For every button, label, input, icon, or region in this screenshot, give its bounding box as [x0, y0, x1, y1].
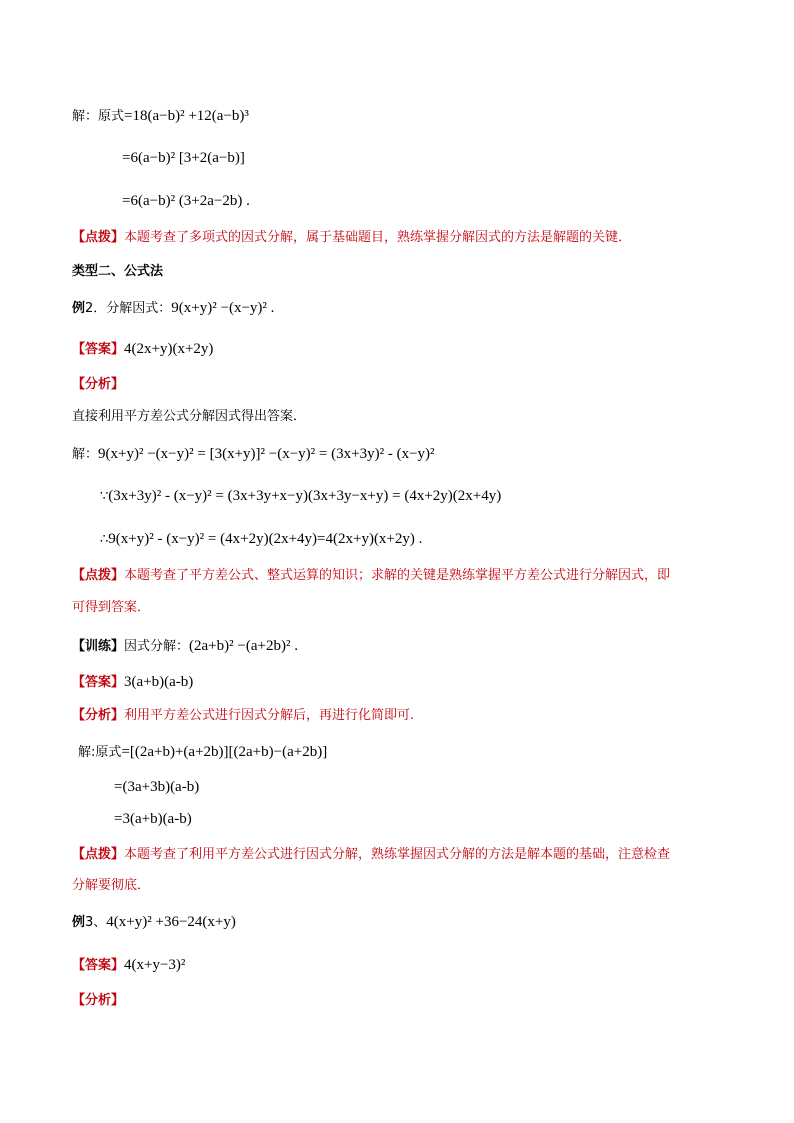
training-analysis-text: 利用平方差公式进行因式分解后，再进行化简即可.: [124, 708, 415, 723]
example-2-dianbo-text-cont: 可得到答案．: [72, 600, 151, 615]
because-symbol: ∵: [100, 489, 109, 504]
therefore-symbol: ∴: [100, 532, 109, 547]
training-question: [72, 636, 298, 657]
training-solution-line3: =3(a+b)(a-b): [114, 811, 192, 827]
dianbo-tag: 【点拨】: [72, 847, 125, 862]
example-3-expr: 4(x+y)² +36−24(x+y): [106, 914, 236, 930]
section-heading-type2: 类型二、公式法: [72, 264, 164, 279]
sol1-line2: =6(a−b)² [3+2(a−b)]: [122, 150, 245, 166]
example-2-num: 2．分解因式：: [85, 301, 172, 316]
training-solution-line1-expr: =[(2a+b)+(a+2b)][(2a+b)−(a+2b)]: [121, 744, 328, 760]
dianbo-tag: 【点拨】: [72, 568, 125, 583]
example-2-question: [72, 298, 274, 319]
example-2-analysis-tag: [72, 375, 124, 395]
analysis-tag: 【分析】: [72, 708, 125, 723]
example-2-solution-line2-expr: (3x+3y)² - (x−y)² = (3x+3y+x−y)(3x+3y−x+y) = (4x+2y)(2x+4y): [108, 488, 502, 504]
example-3-answer-value: 4(x+y−3)²: [124, 957, 186, 973]
example-2-solution-line1-expr: 9(x+y)² −(x−y)² = [3(x+y)]² −(x−y)² = (3x+3y)² - (x−y)²: [98, 446, 435, 462]
example-2-answer-value: 4(2x+y)(x+2y): [124, 341, 214, 357]
training-answer-value: 3(a+b)(a-b): [124, 674, 194, 690]
sol1-line3: =6(a−b)² (3+2a−2b) .: [122, 193, 250, 209]
example-3-question: [72, 912, 236, 933]
training-tag: 【训练】: [72, 639, 125, 654]
answer-tag: 【答案】: [72, 958, 125, 973]
sol1-line1-expr: =18(a−b)² +12(a−b)³: [124, 108, 249, 124]
example-2-solution-line3-expr: 9(x+y)² - (x−y)² = (4x+2y)(2x+4y)=4(2x+y)(x+2y) .: [108, 531, 423, 547]
answer-tag: 【答案】: [72, 675, 125, 690]
training-analysis: [72, 706, 414, 726]
dianbo-1: [72, 228, 631, 248]
example-2-expr: 9(x+y)² −(x−y)² .: [171, 300, 275, 316]
sol1-yuanshi: 原式: [98, 109, 125, 124]
training-solution-line1: [78, 742, 327, 763]
example-2-dianbo-text: 本题考查了平方差公式、整式运算的知识；求解的关键是熟练掌握平方差公式进行分解因式，即: [124, 568, 671, 583]
sol1-prefix: 解：: [72, 109, 99, 124]
training-answer: [72, 672, 193, 693]
training-yuanshi: 原式: [95, 745, 122, 760]
training-dianbo: [72, 845, 670, 865]
example-3-num: 3、: [85, 915, 107, 930]
analysis-tag: 【分析】: [72, 993, 125, 1008]
dianbo-tag: 【点拨】: [72, 230, 125, 245]
sol1-line1: [72, 106, 249, 127]
dianbo-1-text: 本题考查了多项式的因式分解，属于基础题目，熟练掌握分解因式的方法是解题的关键．: [124, 230, 632, 245]
answer-tag: 【答案】: [72, 342, 125, 357]
example-2-solution-line2: [100, 486, 501, 507]
training-dianbo-text: 本题考查了利用平方差公式进行因式分解，熟练掌握因式分解的方法是解本题的基础，注意检查: [124, 847, 671, 862]
example-2-solution-line1: [72, 444, 435, 465]
example-2-analysis-text: 直接利用平方差公式分解因式得出答案．: [72, 409, 307, 424]
training-solution-prefix: 解:: [78, 745, 96, 760]
example-3-analysis-tag: [72, 991, 124, 1011]
training-text: 因式分解：: [124, 639, 190, 654]
training-expr: (2a+b)² −(a+2b)² .: [189, 638, 298, 654]
training-dianbo-text-cont: 分解要彻底．: [72, 878, 151, 893]
example-2-answer: [72, 339, 213, 360]
example-3-label: 例: [72, 915, 86, 930]
analysis-tag: 【分析】: [72, 377, 125, 392]
example-2-solution-prefix: 解：: [72, 447, 99, 462]
example-3-answer: [72, 955, 185, 976]
example-2-dianbo: [72, 566, 670, 586]
example-2-solution-line3: [100, 529, 422, 550]
example-2-label: 例: [72, 301, 86, 316]
training-solution-line2: =(3a+3b)(a-b): [114, 779, 200, 795]
